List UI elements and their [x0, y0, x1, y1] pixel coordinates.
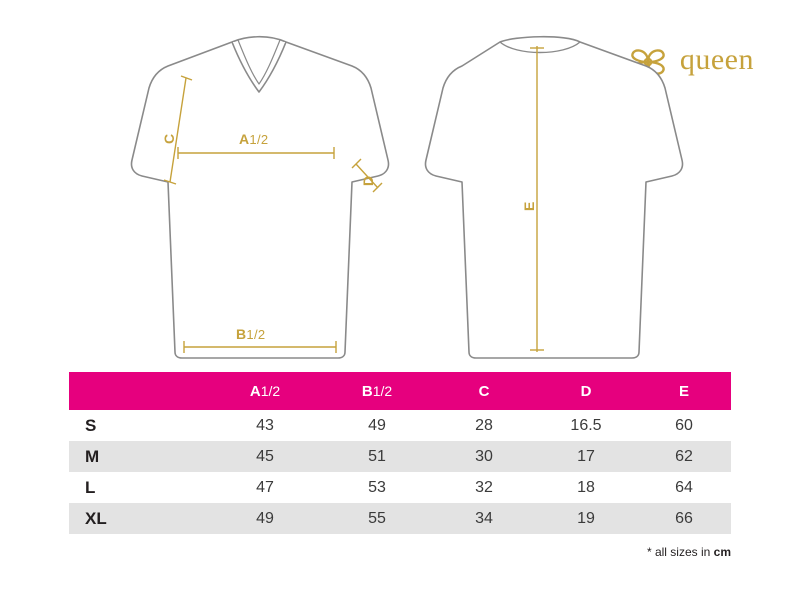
- cell-c: 34: [475, 509, 493, 527]
- column-header-c: C: [433, 372, 535, 410]
- cell-a: 43: [256, 416, 274, 434]
- cell-d: 18: [577, 478, 595, 496]
- size-table: [69, 372, 731, 534]
- column-header-b: B1/2: [321, 372, 433, 410]
- size-label: M: [85, 446, 100, 466]
- size-label: S: [85, 415, 97, 435]
- cell-c: 32: [475, 478, 493, 496]
- table-row: [69, 472, 731, 503]
- cell-c: 30: [475, 447, 493, 465]
- cell-d: 16.5: [570, 416, 602, 434]
- column-header-a: A1/2: [209, 372, 321, 410]
- table-row: [69, 441, 731, 472]
- column-header-size: [69, 372, 209, 410]
- size-label: L: [85, 477, 96, 497]
- footnote-unit: cm: [713, 545, 731, 559]
- cell-b: 55: [368, 509, 386, 527]
- measure-label-b: B1/2: [236, 326, 266, 342]
- cell-b: 51: [368, 447, 386, 465]
- cell-e: 60: [675, 416, 693, 434]
- cell-e: 64: [675, 478, 693, 496]
- measure-label-d: D: [360, 175, 376, 186]
- units-footnote: [647, 545, 731, 559]
- table-row: [69, 503, 731, 534]
- cell-a: 45: [256, 447, 274, 465]
- footnote-prefix: * all sizes in: [646, 545, 714, 559]
- cell-d: 19: [577, 509, 595, 527]
- column-header-d: D: [535, 372, 637, 410]
- cell-c: 28: [475, 416, 493, 434]
- cell-b: 49: [368, 416, 386, 434]
- cell-b: 53: [368, 478, 386, 496]
- table-header-row: [69, 372, 731, 410]
- cell-e: 62: [675, 447, 693, 465]
- table-row: [69, 410, 731, 441]
- size-label: XL: [85, 508, 107, 528]
- measure-label-c: C: [161, 133, 177, 144]
- measure-label-e: E: [521, 201, 537, 211]
- cell-a: 47: [256, 478, 274, 496]
- measure-label-a: A1/2: [239, 131, 269, 147]
- brand-name: queen: [679, 43, 754, 76]
- cell-e: 66: [675, 509, 693, 527]
- column-header-e: E: [637, 372, 731, 410]
- cell-d: 17: [577, 447, 595, 465]
- cell-a: 49: [256, 509, 274, 527]
